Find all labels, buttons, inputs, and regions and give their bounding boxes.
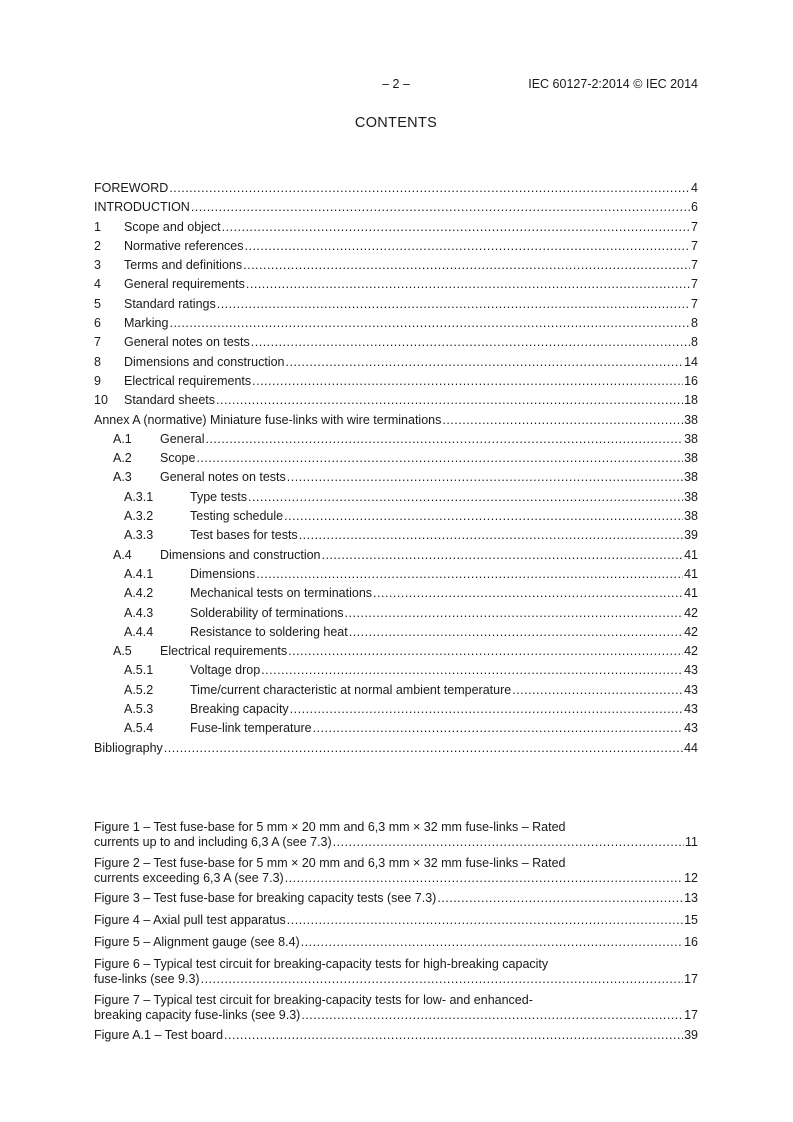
leader-dots [164, 741, 683, 755]
toc-entry-label: General requirements [124, 277, 245, 292]
figure-page-number: 17 [684, 1007, 698, 1022]
toc-entry-label: Fuse-link temperature [190, 721, 312, 736]
toc-page-number: 7 [691, 277, 698, 292]
page-title: CONTENTS [354, 115, 438, 131]
figure-page-number: 17 [684, 972, 698, 986]
toc-entry-number: A.4.4 [124, 624, 154, 639]
toc-entry-label: FOREWORD [94, 181, 169, 195]
toc-entry-label: Dimensions and construction [124, 354, 285, 369]
toc-page-number: 42 [684, 605, 698, 620]
leader-dots [299, 528, 683, 542]
toc-entry-a5-1[interactable] [94, 663, 698, 682]
leader-dots [290, 702, 683, 716]
toc-page-number: 6 [691, 200, 698, 215]
toc-entry-label: Solderability of terminations [190, 605, 344, 620]
toc-page-number: 43 [684, 702, 698, 717]
toc-entry-number: A.2 [113, 451, 132, 466]
toc-page-number: 4 [691, 181, 698, 195]
toc-entry-a5[interactable] [94, 644, 698, 663]
toc-page-number: 38 [684, 451, 698, 466]
toc-page-number: 41 [684, 566, 698, 581]
toc-entry-label: Dimensions and construction [160, 547, 321, 562]
table-of-contents [94, 181, 698, 760]
leader-dots [191, 200, 690, 214]
figure-page-number: 16 [684, 935, 698, 949]
toc-entry-clause-5[interactable] [94, 297, 698, 316]
leader-dots [251, 335, 690, 349]
toc-entry-label: Type tests [190, 489, 247, 504]
toc-entry-label: Standard ratings [124, 296, 216, 311]
leader-dots [322, 548, 684, 562]
toc-entry-number: 9 [94, 373, 101, 388]
leader-dots [252, 374, 683, 388]
figure-caption-line2: currents exceeding 6,3 A (see 7.3) [94, 870, 284, 885]
toc-entry-number: A.4.3 [124, 605, 154, 620]
leader-dots [169, 316, 690, 330]
toc-entry-number: 1 [94, 219, 101, 234]
toc-entry-a4-1[interactable] [94, 567, 698, 586]
leader-dots [288, 644, 683, 658]
figure-caption-line2: fuse-links (see 9.3) [94, 972, 200, 986]
figure-caption-line2: currents up to and including 6,3 A (see 7.3) [94, 835, 332, 849]
toc-page-number: 14 [684, 354, 698, 369]
leader-dots [248, 490, 683, 504]
toc-entry-label: Testing schedule [190, 509, 284, 524]
leader-dots [217, 297, 690, 311]
toc-page-number: 16 [684, 373, 698, 388]
figure-entry-4[interactable] [94, 913, 698, 931]
toc-entry-label: Dimensions [190, 566, 256, 581]
toc-page-number: 39 [684, 528, 698, 543]
toc-page-number: 38 [684, 470, 698, 485]
toc-entry-number: A.3.2 [124, 509, 154, 524]
toc-entry-number: A.4 [113, 547, 132, 562]
leader-dots [333, 835, 684, 849]
leader-dots [512, 683, 683, 697]
figure-page-number: 15 [684, 913, 698, 927]
toc-page-number: 7 [691, 238, 698, 253]
toc-entry-label: Resistance to soldering heat [190, 624, 348, 639]
figure-entry-1[interactable] [94, 820, 698, 850]
toc-entry-label: INTRODUCTION [94, 200, 190, 215]
toc-entry-number: A.3 [113, 470, 132, 485]
toc-page-number: 41 [684, 547, 698, 562]
toc-entry-label: Marking [124, 316, 169, 331]
toc-entry-introduction[interactable] [94, 200, 698, 219]
leader-dots [313, 721, 684, 735]
figure-entry-6[interactable] [94, 957, 698, 987]
figure-page-number: 13 [684, 891, 698, 905]
toc-entry-number: A.5 [113, 644, 132, 659]
leader-dots [261, 663, 683, 677]
toc-entry-a4-3[interactable] [94, 606, 698, 625]
figure-page-number: 12 [684, 870, 698, 885]
toc-entry-label: Scope [160, 451, 196, 466]
page-number: – 2 – [382, 77, 410, 91]
toc-entry-number: A.5.2 [124, 682, 154, 697]
toc-page-number: 44 [684, 740, 698, 755]
toc-entry-a5-4[interactable] [94, 721, 698, 740]
toc-page-number: 8 [691, 316, 698, 331]
toc-entry-number: A.5.1 [124, 663, 154, 678]
toc-entry-clause-2[interactable] [94, 239, 698, 258]
figure-caption-line1: Figure 1 – Test fuse-base for 5 mm × 20 mm and 6,3 mm × 32 mm fuse-links – Rated [94, 820, 566, 834]
leader-dots [437, 891, 683, 905]
figure-caption-line1: Figure 2 – Test fuse-base for 5 mm × 20 mm and 6,3 mm × 32 mm fuse-links – Rated [94, 855, 566, 870]
toc-entry-clause-6[interactable] [94, 316, 698, 335]
figure-page-number: 11 [685, 835, 698, 849]
toc-entry-number: A.1 [113, 431, 132, 446]
toc-entry-number: 3 [94, 258, 101, 273]
toc-page-number: 7 [691, 219, 698, 234]
leader-dots [349, 625, 683, 639]
toc-entry-foreword[interactable] [94, 181, 698, 200]
toc-entry-label: Voltage drop [190, 663, 261, 678]
toc-entry-number: 10 [94, 393, 108, 408]
toc-entry-a4[interactable] [94, 548, 698, 567]
figure-entry-5[interactable] [94, 935, 698, 953]
figure-entry-7[interactable] [94, 993, 698, 1023]
toc-entry-number: A.5.3 [124, 702, 154, 717]
figure-caption-line2: breaking capacity fuse-links (see 9.3) [94, 1007, 301, 1022]
figure-caption: Figure 5 – Alignment gauge (see 8.4) [94, 935, 300, 949]
toc-entry-a2[interactable] [94, 451, 698, 470]
toc-entry-label: Electrical requirements [124, 373, 252, 388]
leader-dots [285, 871, 683, 885]
figure-page-number: 39 [684, 1028, 698, 1042]
toc-entry-number: A.3.1 [124, 489, 154, 504]
figure-caption-line1: Figure 6 – Typical test circuit for breaking-capacity tests for high-breaking capacity [94, 957, 549, 971]
leader-dots [286, 355, 684, 369]
leader-dots [345, 606, 684, 620]
toc-entry-clause-7[interactable] [94, 335, 698, 354]
toc-entry-a3-3[interactable] [94, 528, 698, 547]
toc-entry-a4-4[interactable] [94, 625, 698, 644]
leader-dots [216, 393, 683, 407]
leader-dots [284, 509, 683, 523]
toc-entry-label: Standard sheets [124, 393, 216, 408]
leader-dots [373, 586, 683, 600]
toc-entry-label: Electrical requirements [160, 644, 288, 659]
leader-dots [196, 451, 683, 465]
toc-entry-number: 2 [94, 238, 101, 253]
figure-entry-3[interactable] [94, 891, 698, 909]
leader-dots [301, 935, 683, 949]
toc-entry-label: Mechanical tests on terminations [190, 586, 373, 601]
toc-page-number: 43 [684, 721, 698, 736]
toc-page-number: 38 [684, 431, 698, 446]
toc-entry-annex-a[interactable] [94, 413, 698, 432]
toc-entry-label: Test bases for tests [190, 528, 298, 543]
toc-entry-clause-1[interactable] [94, 220, 698, 239]
figure-caption: Figure 4 – Axial pull test apparatus [94, 913, 286, 927]
toc-entry-clause-8[interactable] [94, 355, 698, 374]
leader-dots [301, 1008, 683, 1022]
toc-entry-clause-9[interactable] [94, 374, 698, 393]
leader-dots [243, 258, 690, 272]
toc-entry-label: Scope and object [124, 219, 221, 234]
leader-dots [287, 470, 683, 484]
figure-caption: Figure A.1 – Test board [94, 1028, 224, 1042]
leader-dots [201, 972, 683, 986]
page-header [94, 77, 698, 93]
leader-dots [169, 181, 690, 195]
toc-page-number: 38 [684, 489, 698, 504]
leader-dots [442, 413, 683, 427]
toc-entry-label: Breaking capacity [190, 702, 289, 717]
toc-entry-clause-3[interactable] [94, 258, 698, 277]
toc-page-number: 38 [684, 509, 698, 524]
toc-page-number: 41 [684, 586, 698, 601]
document-reference: IEC 60127-2:2014 © IEC 2014 [528, 77, 698, 91]
toc-page-number: 42 [684, 624, 698, 639]
leader-dots [205, 432, 683, 446]
toc-entry-clause-10[interactable] [94, 393, 698, 412]
toc-page-number: 7 [691, 296, 698, 311]
toc-entry-a1[interactable] [94, 432, 698, 451]
toc-entry-number: 5 [94, 296, 101, 311]
toc-page-number: 18 [684, 393, 698, 408]
toc-entry-a5-3[interactable] [94, 702, 698, 721]
leader-dots [246, 277, 690, 291]
toc-entry-label: Annex A (normative) Miniature fuse-links with wire terminations [94, 412, 442, 427]
toc-page-number: 38 [684, 412, 698, 427]
toc-entry-bibliography[interactable] [94, 741, 698, 760]
toc-entry-label: General notes on tests [160, 470, 286, 485]
leader-dots [245, 239, 691, 253]
toc-entry-a5-2[interactable] [94, 683, 698, 702]
figure-caption-line1: Figure 7 – Typical test circuit for breaking-capacity tests for low- and enhanced- [94, 992, 533, 1007]
figure-entry-a1[interactable] [94, 1028, 698, 1046]
list-of-figures [94, 820, 698, 1050]
toc-entry-number: A.4.2 [124, 586, 154, 601]
figure-entry-2[interactable] [94, 856, 698, 886]
leader-dots [222, 220, 690, 234]
figure-caption: Figure 3 – Test fuse-base for breaking capacity tests (see 7.3) [94, 891, 437, 905]
toc-entry-number: A.5.4 [124, 721, 154, 736]
toc-page-number: 43 [684, 682, 698, 697]
leader-dots [287, 913, 683, 927]
toc-entry-label: Normative references [124, 238, 244, 253]
toc-entry-number: A.4.1 [124, 566, 154, 581]
toc-page-number: 8 [691, 335, 698, 350]
toc-entry-number: 6 [94, 316, 101, 331]
toc-page-number: 7 [691, 258, 698, 273]
leader-dots [224, 1028, 683, 1042]
toc-page-number: 43 [684, 663, 698, 678]
toc-entry-a4-2[interactable] [94, 586, 698, 605]
toc-entry-clause-4[interactable] [94, 277, 698, 296]
toc-entry-a3-1[interactable] [94, 490, 698, 509]
toc-entry-a3[interactable] [94, 470, 698, 489]
toc-entry-a3-2[interactable] [94, 509, 698, 528]
toc-entry-number: 7 [94, 335, 101, 350]
toc-entry-label: Bibliography [94, 740, 163, 755]
toc-entry-label: Time/current characteristic at normal ambient temperature [190, 682, 512, 697]
toc-entry-number: 8 [94, 354, 101, 369]
toc-entry-number: A.3.3 [124, 528, 154, 543]
toc-page-number: 42 [684, 644, 698, 659]
toc-entry-label: General [160, 431, 205, 446]
toc-entry-number: 4 [94, 277, 101, 292]
leader-dots [256, 567, 683, 581]
toc-entry-label: General notes on tests [124, 335, 250, 350]
toc-entry-label: Terms and definitions [124, 258, 243, 273]
